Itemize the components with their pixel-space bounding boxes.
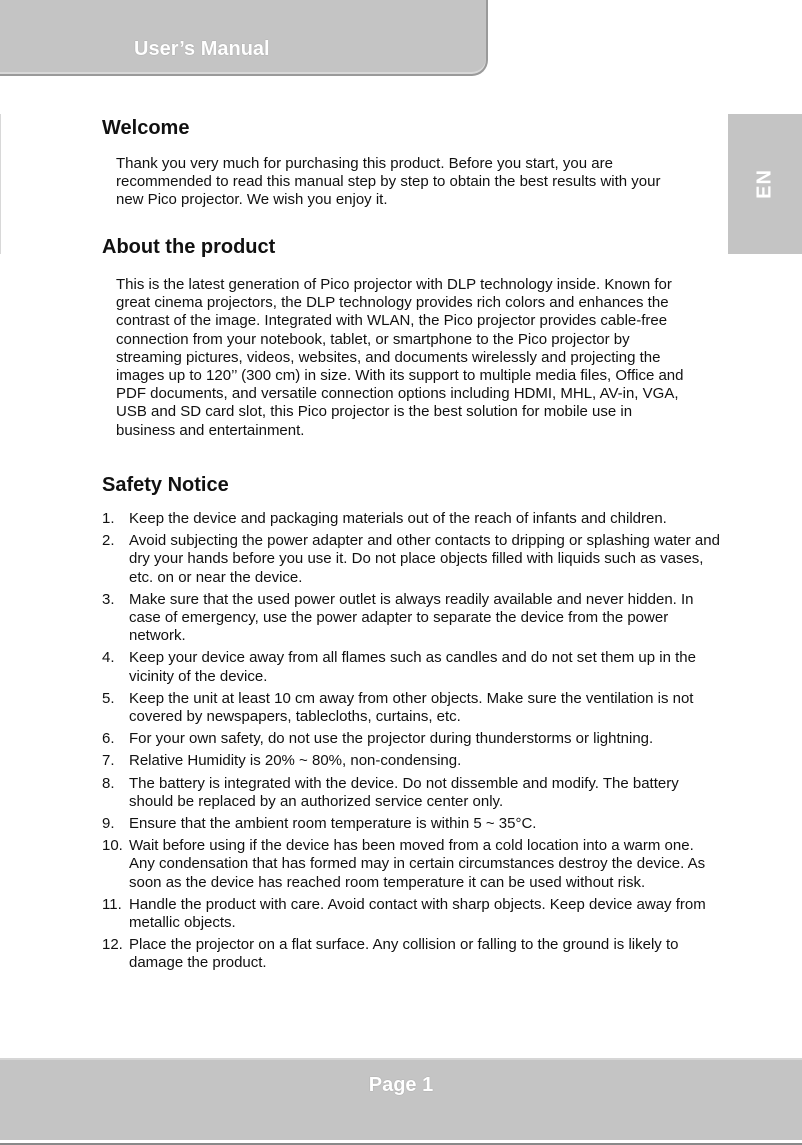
- about-line: connection from your notebook, tablet, or smartphone to the Pico projector by: [116, 330, 630, 348]
- item-number: 2.: [102, 532, 115, 550]
- safety-item: [102, 649, 722, 685]
- safety-item: [102, 532, 722, 587]
- left-edge-line: [0, 114, 1, 254]
- item-number: 11.: [102, 895, 122, 913]
- welcome-line: Thank you very much for purchasing this product. Before you start, you are: [116, 155, 613, 172]
- about-line: business and entertainment.: [116, 421, 305, 439]
- item-number: 10.: [102, 837, 123, 855]
- item-text: Ensure that the ambient room temperature is within 5 ~ 35°C.: [129, 815, 537, 833]
- item-number: 9.: [102, 815, 115, 833]
- item-number: 4.: [102, 649, 115, 667]
- safety-item: [102, 591, 722, 646]
- safety-item: [102, 690, 722, 726]
- about-line: USB and SD card slot, this Pico projector is the best solution for mobile use in: [116, 403, 633, 421]
- safety-item: [102, 936, 722, 972]
- about-line: great cinema projectors, the DLP technology provides rich colors and enhances the: [116, 294, 669, 312]
- about-line: streaming pictures, videos, websites, and documents wirelessly and projecting the: [116, 348, 661, 366]
- item-text: Wait before using if the device has been moved from a cold location into a warm one. Any condensation that has formed may in certain circumstances destroy the device. As soon as the device has reached room temperature it can be used without risk.: [129, 837, 706, 891]
- about-heading: About the product: [102, 236, 276, 258]
- item-text: Keep your device away from all flames such as candles and do not set them up in the vicinity of the device.: [129, 649, 696, 685]
- welcome-line: recommended to read this manual step by step to obtain the best results with your: [116, 173, 661, 191]
- item-text: Avoid subjecting the power adapter and other contacts to dripping or splashing water and dry your hands before you use it. Do not place objects filled with liquids such as vases, etc. on or near the device.: [129, 532, 720, 586]
- safety-item: [102, 752, 722, 770]
- about-paragraph: [116, 276, 683, 440]
- safety-item: [102, 775, 722, 811]
- item-text: Keep the unit at least 10 cm away from other objects. Make sure the ventilation is not covered by newspapers, tablecloths, curtains, etc.: [129, 689, 694, 726]
- language-tab: [728, 114, 802, 254]
- welcome-line: new Pico projector. We wish you enjoy it.: [116, 191, 388, 209]
- about-line: contrast of the image. Integrated with WLAN, the Pico projector provides cable-free: [116, 312, 668, 330]
- item-text: Handle the product with care. Avoid contact with sharp objects. Keep device away from metallic objects.: [129, 895, 706, 932]
- item-text: Place the projector on a flat surface. Any collision or falling to the ground is likely to damage the product.: [129, 936, 679, 972]
- safety-item: [102, 815, 722, 833]
- item-number: 1.: [102, 510, 115, 527]
- welcome-heading: Welcome: [102, 117, 190, 139]
- item-number: 6.: [102, 730, 115, 748]
- safety-item: [102, 510, 722, 528]
- safety-list: [102, 510, 722, 977]
- item-number: 3.: [102, 590, 115, 608]
- item-text: Relative Humidity is 20% ~ 80%, non-condensing.: [129, 752, 462, 770]
- item-text: Make sure that the used power outlet is always readily available and never hidden. In case of emergency, use the power adapter to separate the device from the power network.: [129, 590, 694, 645]
- about-line: This is the latest generation of Pico projector with DLP technology inside. Known for: [116, 276, 672, 293]
- item-number: 8.: [102, 774, 115, 792]
- footer-bar: [0, 1058, 802, 1140]
- language-label: EN: [753, 169, 776, 199]
- header-title: User’s Manual: [134, 38, 270, 60]
- item-text: The battery is integrated with the device. Do not dissemble and modify. The battery should be replaced by an authorized service center only.: [129, 774, 679, 810]
- item-number: 12.: [102, 936, 123, 954]
- item-text: Keep the device and packaging materials out of the reach of infants and children.: [129, 510, 667, 527]
- safety-item: [102, 837, 722, 892]
- item-text: For your own safety, do not use the projector during thunderstorms or lightning.: [129, 730, 654, 748]
- about-line: PDF documents, and versatile connection options including HDMI, MHL, AV-in, VGA,: [116, 385, 679, 403]
- safety-item: [102, 730, 722, 748]
- welcome-paragraph: [116, 155, 660, 210]
- page-number: Page 1: [368, 1074, 434, 1096]
- item-number: 5.: [102, 689, 115, 707]
- header-tab: [0, 0, 488, 76]
- about-line: images up to 120’’ (300 cm) in size. With its support to multiple media files, Office and: [116, 367, 684, 385]
- safety-heading: Safety Notice: [102, 474, 229, 496]
- safety-item: [102, 896, 722, 932]
- item-number: 7.: [102, 752, 115, 770]
